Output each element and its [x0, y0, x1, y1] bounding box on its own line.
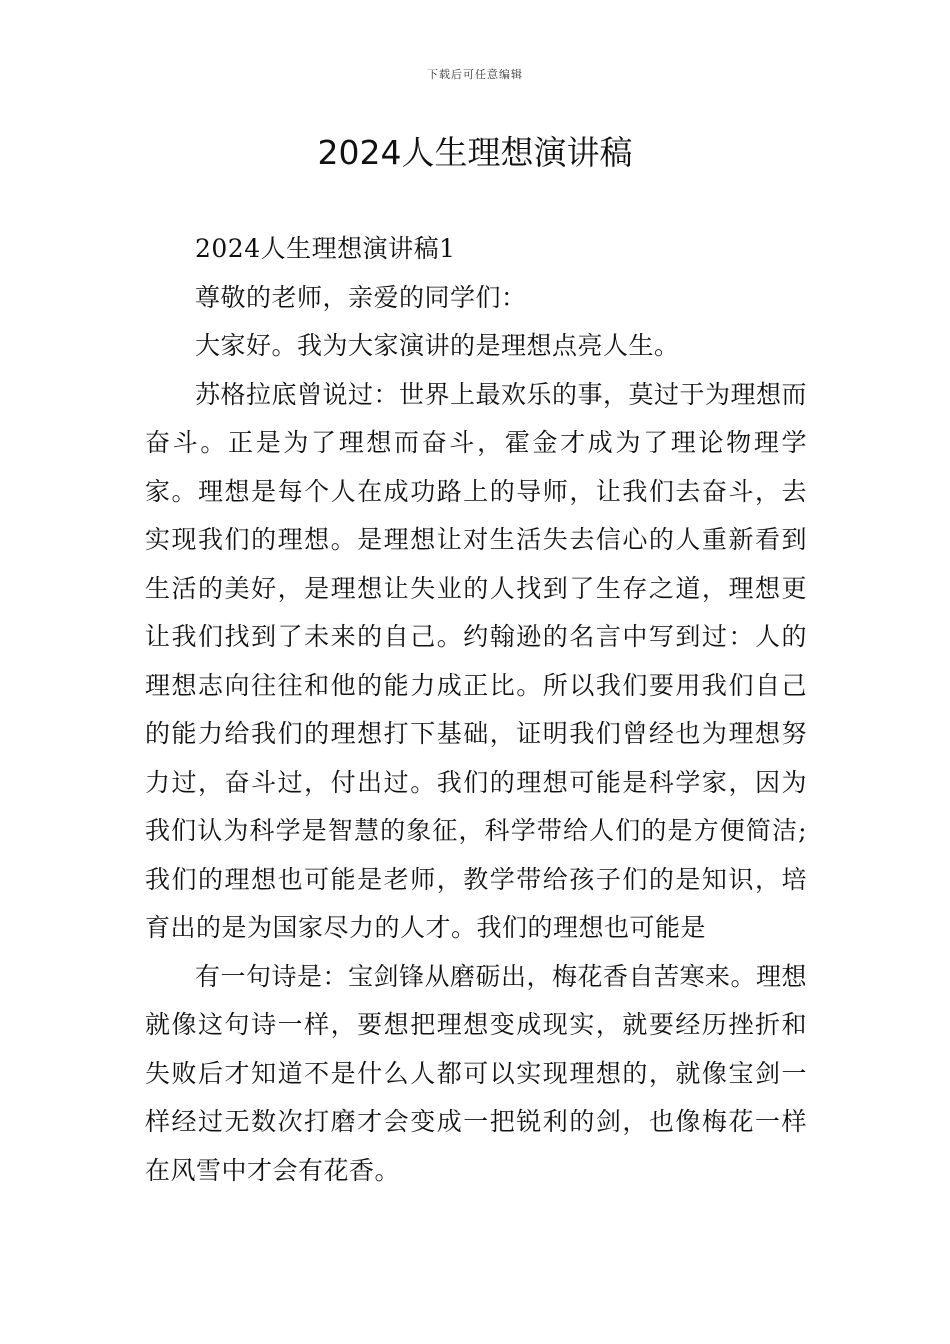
subtitle-paragraph: 2024人生理想演讲稿1	[195, 234, 456, 263]
document-body	[145, 225, 807, 1195]
document-title: 2024人生理想演讲稿	[317, 133, 633, 172]
body-paragraph: 苏格拉底曾说过：世界上最欢乐的事，莫过于为理想而奋斗。正是为了理想而奋斗，霍金才成为了理论物理学家。理想是每个人在成功路上的导师，让我们去奋斗，去实现我们的理想。是理想让对生活失去信心的人重新看到生活的美好，是理想让失业的人找到了生存之道，理想更让我们找到了未来的自己。约翰逊的名言中写到过：人的理想志向往往和他的能力成正比。所以我们要用我们自己的能力给我们的理想打下基础，证明我们曾经也为理想努力过，奋斗过，付出过。我们的理想可能是科学家，因为我们认为科学是智慧的象征，科学带给人们的是方便简洁;我们的理想也可能是老师，教学带给孩子们的是知识，培育出的是为国家尽力的人才。我们的理想也可能是	[145, 379, 808, 942]
header-note: 下载后可任意编辑	[427, 68, 523, 81]
greeting-paragraph: 大家好。我为大家演讲的是理想点亮人生。	[195, 331, 680, 360]
salutation-paragraph: 尊敬的老师，亲爱的同学们：	[195, 282, 527, 312]
body-paragraph: 有一句诗是：宝剑锋从磨砺出，梅花香自苦寒来。理想就像这句诗一样，要想把理想变成现实，就要经历挫折和失败后才知道不是什么人都可以实现理想的，就像宝剑一样经过无数次打磨才会变成一把锐利的剑，也像梅花一样在风雪中才会有花香。	[145, 961, 808, 1185]
